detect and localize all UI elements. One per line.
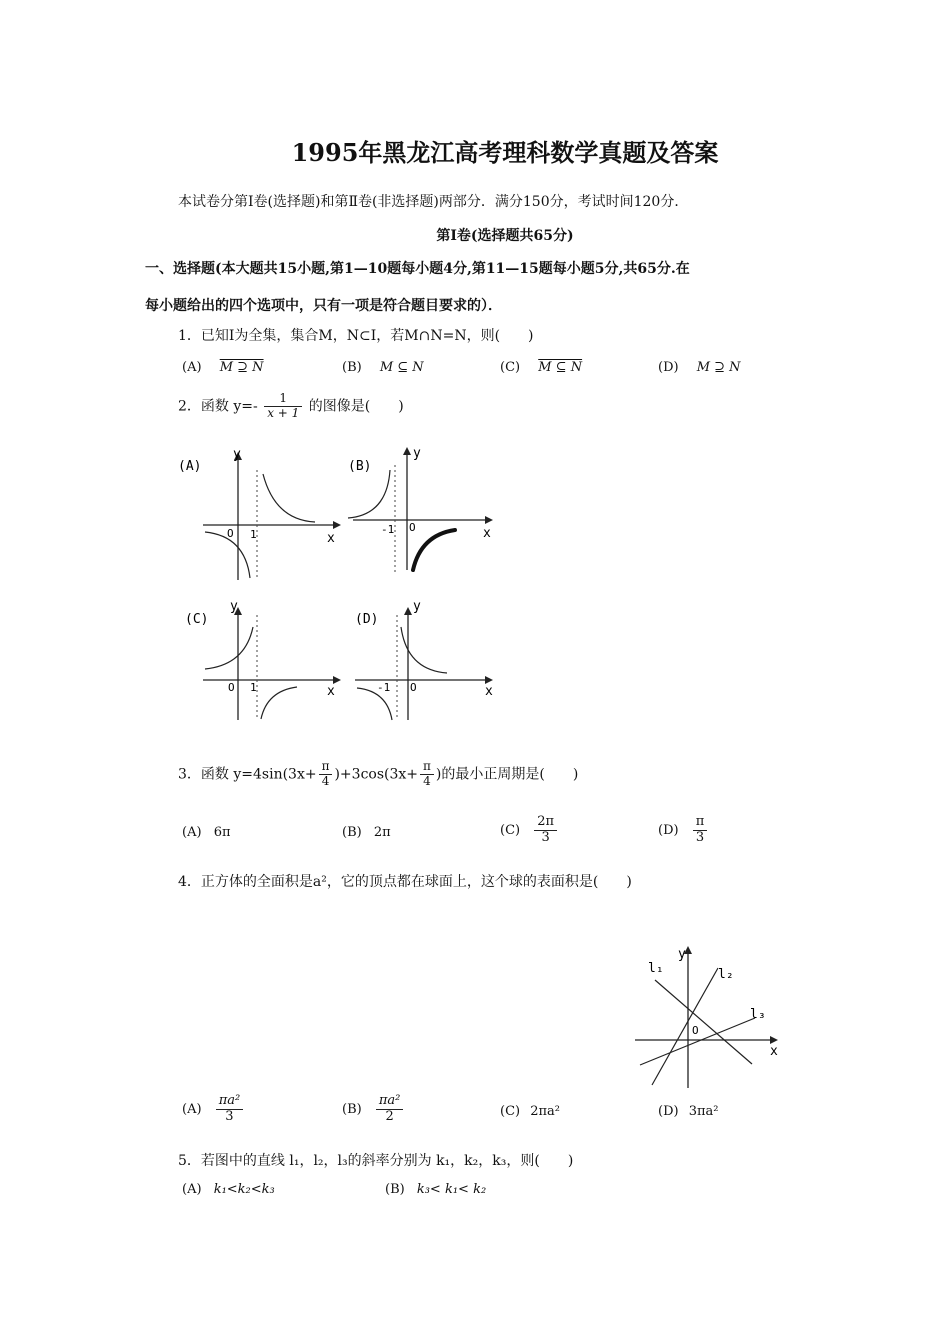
q4-option-a-den: 3 bbox=[225, 1108, 234, 1124]
q3-fraction-2 bbox=[420, 760, 434, 789]
q1-option-a[interactable] bbox=[182, 360, 264, 375]
q3-option-b-text: 2π bbox=[373, 825, 391, 840]
q5-option-a[interactable] bbox=[182, 1182, 275, 1197]
q3-option-a-label: (A) bbox=[182, 825, 202, 840]
q3-part-3: )的最小正周期是( ) bbox=[435, 766, 579, 783]
q2-fraction bbox=[264, 392, 302, 421]
q1-option-c[interactable] bbox=[500, 360, 582, 375]
graph-c-label: (C) bbox=[185, 612, 209, 627]
q3-option-c-num: 2π bbox=[534, 815, 557, 831]
graph-b-origin: O bbox=[409, 521, 416, 534]
q3-fraction-2-num: π bbox=[420, 760, 434, 775]
q4-option-a[interactable] bbox=[182, 1094, 245, 1125]
q4-option-c-label: (C) bbox=[500, 1104, 521, 1119]
q1-option-d-label: (D) bbox=[658, 360, 679, 375]
graph-d-tick: -1 bbox=[377, 681, 391, 694]
question-2-stem bbox=[178, 392, 404, 421]
q2-suffix: 的图像是( ) bbox=[308, 398, 404, 415]
q1-option-b-label: (B) bbox=[342, 360, 362, 375]
graph-b-x-label: x bbox=[483, 526, 491, 541]
q4-option-b-fraction bbox=[376, 1094, 404, 1125]
graph-a-origin: O bbox=[227, 527, 234, 540]
question-5-stem: 5．若图中的直线 l₁，l₂，l₃的斜率分别为 k₁，k₂，k₃，则( ) bbox=[178, 1153, 574, 1169]
q1-option-d[interactable] bbox=[658, 360, 741, 375]
q4-option-a-fraction bbox=[216, 1094, 244, 1125]
q3-option-c-fraction bbox=[534, 815, 557, 846]
q4-option-c-text: 2πa² bbox=[530, 1104, 561, 1119]
question-3-stem bbox=[178, 760, 578, 789]
q4-option-b-num: πa² bbox=[376, 1094, 404, 1110]
q3-option-d-fraction bbox=[693, 815, 708, 846]
graph-d-origin: O bbox=[410, 681, 417, 694]
q3-part-2: )+3cos(3x+ bbox=[334, 766, 419, 783]
q4-option-c[interactable] bbox=[500, 1104, 560, 1119]
graph-b-label: (B) bbox=[348, 459, 372, 474]
q5-option-b[interactable] bbox=[385, 1182, 486, 1197]
q2-fraction-num: 1 bbox=[264, 392, 302, 407]
q3-option-c-den: 3 bbox=[541, 829, 550, 845]
lines-figure-l2-label: l₂ bbox=[718, 967, 734, 982]
q4-option-b-label: (B) bbox=[342, 1101, 362, 1117]
section-heading: 第Ⅰ卷(选择题共65分) bbox=[436, 228, 574, 244]
graph-c-tick: 1 bbox=[250, 681, 257, 694]
graph-a-y-label: y bbox=[233, 447, 241, 462]
q3-option-d-num: π bbox=[693, 815, 708, 831]
graph-d-y-label: y bbox=[413, 599, 421, 614]
q2-prefix: 2．函数 y=- bbox=[178, 398, 258, 415]
q4-option-d-text: 3πa² bbox=[688, 1104, 719, 1119]
q1-option-a-text: M ⊇ N bbox=[219, 360, 264, 375]
q3-option-b[interactable] bbox=[342, 825, 391, 840]
graph-a-x-label: x bbox=[327, 531, 335, 546]
instructions-line-1: 一、选择题(本大题共15小题,第1—10题每小题4分,第11—15题每小题5分,共65分.在 bbox=[145, 261, 690, 277]
q3-option-d-den: 3 bbox=[695, 829, 705, 845]
exam-intro: 本试卷分第Ⅰ卷(选择题)和第Ⅱ卷(非选择题)两部分．满分150分，考试时间120分． bbox=[178, 194, 689, 210]
q5-option-a-label: (A) bbox=[182, 1182, 202, 1197]
q1-option-c-text: M ⊆ N bbox=[538, 360, 583, 375]
graph-a-tick: 1 bbox=[250, 528, 257, 541]
page-title: 1995年黑龙江高考理科数学真题及答案 bbox=[291, 138, 719, 167]
q3-option-c-label: (C) bbox=[500, 822, 521, 838]
graph-b-y-label: y bbox=[413, 446, 421, 461]
q4-option-d[interactable] bbox=[658, 1104, 719, 1119]
q4-option-b-den: 2 bbox=[385, 1108, 394, 1124]
q3-option-c[interactable] bbox=[500, 815, 559, 846]
graph-c[interactable] bbox=[175, 595, 345, 725]
q4-option-a-num: πa² bbox=[216, 1094, 244, 1110]
lines-figure-l3-label: l₃ bbox=[750, 1007, 766, 1022]
graph-d-label: (D) bbox=[355, 612, 379, 627]
q3-fraction-1-num: π bbox=[319, 760, 333, 775]
graph-c-origin: O bbox=[228, 681, 235, 694]
q3-option-b-label: (B) bbox=[342, 825, 362, 840]
q1-option-c-label: (C) bbox=[500, 360, 521, 375]
lines-figure-y-label: y bbox=[678, 947, 686, 962]
instructions-line-2: 每小题给出的四个选项中，只有一项是符合题目要求的）． bbox=[145, 298, 502, 314]
question-4-stem: 4．正方体的全面积是a²，它的顶点都在球面上，这个球的表面积是( ) bbox=[178, 874, 632, 890]
q3-option-d[interactable] bbox=[658, 815, 709, 846]
q3-fraction-1 bbox=[319, 760, 333, 789]
q3-fraction-1-den: 4 bbox=[321, 773, 330, 788]
q5-option-a-text: k₁<k₂<k₃ bbox=[213, 1182, 275, 1197]
q1-option-a-label: (A) bbox=[182, 360, 202, 375]
q3-option-a-text: 6π bbox=[213, 825, 231, 840]
q3-fraction-2-den: 4 bbox=[423, 773, 431, 788]
q2-fraction-den: x + 1 bbox=[267, 405, 300, 420]
graph-a-label: (A) bbox=[178, 459, 202, 474]
graph-b[interactable] bbox=[343, 440, 508, 585]
q1-option-b[interactable] bbox=[342, 360, 424, 375]
q3-part-1: 3．函数 y=4sin(3x+ bbox=[178, 766, 317, 783]
q4-option-b[interactable] bbox=[342, 1094, 405, 1125]
q3-option-d-label: (D) bbox=[658, 822, 679, 838]
lines-figure-x-label: x bbox=[770, 1044, 778, 1059]
q4-option-a-label: (A) bbox=[182, 1101, 202, 1117]
graph-c-x-label: x bbox=[327, 684, 335, 699]
graph-d[interactable] bbox=[345, 595, 510, 725]
graph-b-tick: -1 bbox=[381, 523, 395, 536]
question-1-stem: 1．已知I为全集，集合M，N⊂I，若M∩N=N，则( ) bbox=[178, 328, 534, 344]
lines-figure-origin: O bbox=[692, 1024, 699, 1037]
graph-c-y-label: y bbox=[230, 599, 238, 614]
q5-option-b-label: (B) bbox=[385, 1182, 405, 1197]
graph-a[interactable] bbox=[175, 440, 345, 585]
lines-figure-l1-label: l₁ bbox=[648, 961, 664, 976]
q3-option-a[interactable] bbox=[182, 825, 231, 840]
q1-option-b-text: M ⊆ N bbox=[379, 360, 424, 375]
q5-option-b-text: k₃< k₁< k₂ bbox=[416, 1182, 487, 1197]
graph-d-x-label: x bbox=[485, 684, 493, 699]
q1-option-d-text: M ⊇ N bbox=[696, 360, 741, 375]
q4-option-d-label: (D) bbox=[658, 1104, 679, 1119]
lines-figure[interactable] bbox=[630, 940, 790, 1090]
